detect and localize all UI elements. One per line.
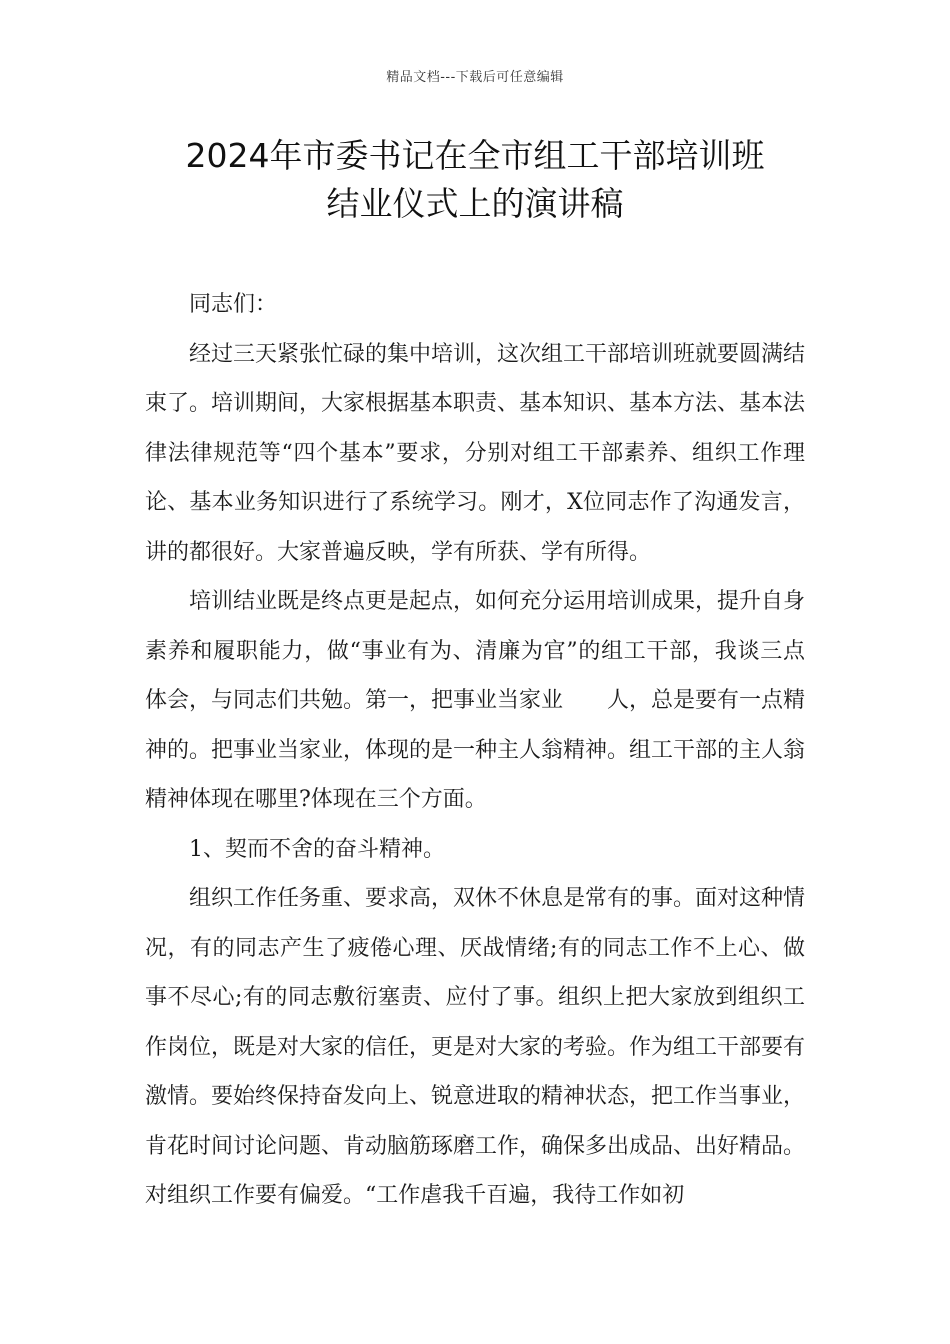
- paragraph: 培训结业既是终点更是起点，如何充分运用培训成果，提升自身素养和履职能力，做“事业有为、清廉为官”的组工干部，我谈三点体会，与同志们共勉。第一，把事业当家业 人，总是要有一点精神的。把事业当家业，体现的是一种主人翁精神。组工干部的主人翁精神体现在哪里?体现在三个方面。: [145, 589, 806, 812]
- document-title: [100, 132, 850, 228]
- paragraph: 组织工作任务重、要求高，双休不休息是常有的事。面对这种情况，有的同志产生了疲倦心理、厌战情绪;有的同志工作不上心、做事不尽心;有的同志敷衍塞责、应付了事。组织上把大家放到组织工作岗位，既是对大家的信任，更是对大家的考验。作为组工干部要有激情。要始终保持奋发向上、锐意进取的精神状态，把工作当事业，肯花时间讨论问题、肯动脑筋琢磨工作，确保多出成品、出好精品。对组织工作要有偏爱。“工作虐我千百遍，我待工作如初: [145, 886, 806, 1208]
- header-note: 精品文档---下载后可任意编辑: [386, 70, 564, 85]
- title-line-1: 2024年市委书记在全市组工干部培训班: [185, 136, 765, 175]
- salutation: 同志们：: [189, 292, 278, 317]
- title-line-2: 结业仪式上的演讲稿: [326, 184, 624, 223]
- document-body: [145, 280, 805, 1221]
- paragraph: 经过三天紧张忙碌的集中培训，这次组工干部培训班就要圆满结束了。培训期间，大家根据基本职责、基本知识、基本方法、基本法律法律规范等“四个基本”要求，分别对组工干部素养、组织工作理论、基本业务知识进行了系统学习。刚才，X位同志作了沟通发言，讲的都很好。大家普遍反映，学有所获、学有所得。: [145, 341, 806, 565]
- section-heading: 1、契而不舍的奋斗精神。: [189, 836, 445, 862]
